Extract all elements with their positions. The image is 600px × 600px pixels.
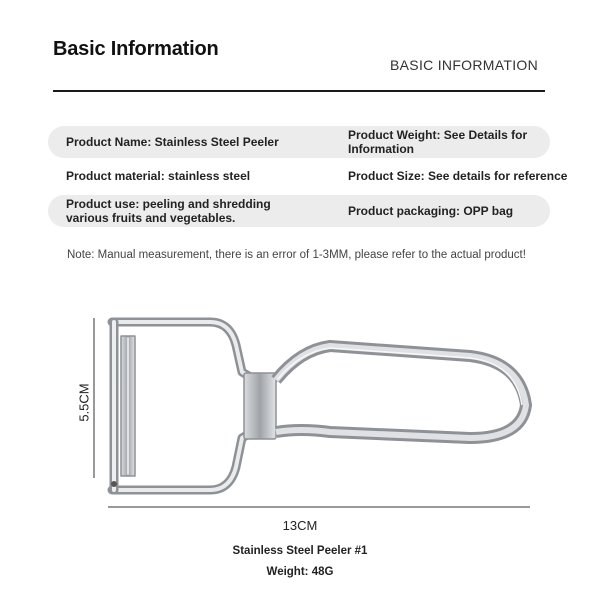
product-caption-name: Stainless Steel Peeler #1 [232,545,368,557]
page-subtitle: BASIC INFORMATION [390,57,538,73]
peeler-handle [276,346,526,438]
width-dimension-label: 13CM [282,518,318,533]
product-material: Product material: stainless steel [66,168,251,183]
page-title: Basic Information [53,38,219,60]
product-name: Product Name: Stainless Steel Peeler [66,134,279,149]
peeler-neck [244,373,276,439]
product-packaging: Product packaging: OPP bag [348,203,514,218]
product-caption-weight: Weight: 48G [266,566,334,578]
height-dimension-label: 5.5CM [76,383,92,422]
product-weight: Product Weight: See Details for Information [348,127,528,156]
product-size: Product Size: See details for reference [348,168,568,183]
product-use: Product use: peeling and shredding various fruits and vegetables. [66,196,271,225]
measurement-note: Note: Manual measurement, there is an error of 1-3MM, please refer to the actual product! [67,249,526,261]
